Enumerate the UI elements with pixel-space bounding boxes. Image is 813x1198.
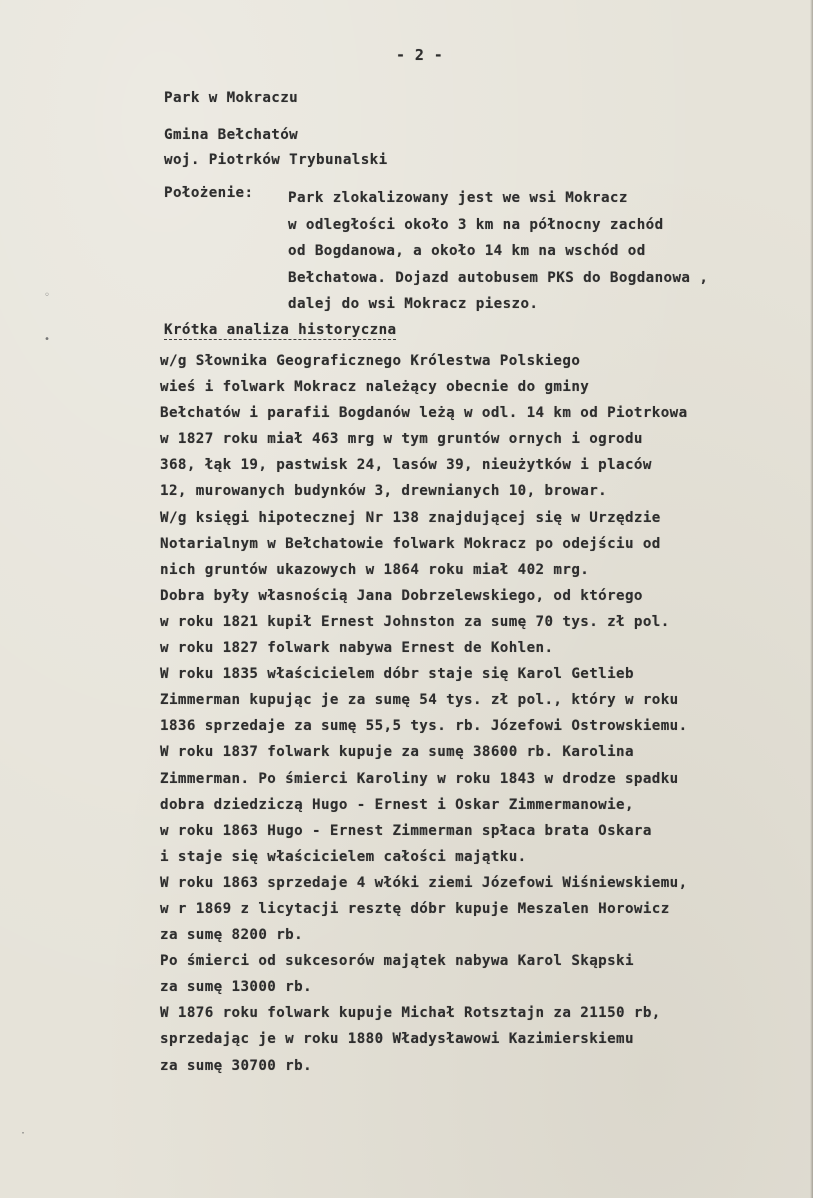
location-line: dalej do wsi Mokracz pieszo. [288,296,539,313]
admin-line-gmina: Gmina Bełchatów [164,127,299,143]
history-line: 12, murowanych budynków 3, drewnianych 10, browar. [160,483,608,500]
administrative-info [164,123,388,173]
history-line: w 1827 roku miał 463 mrg w tym gruntów ornych i ogrodu [160,431,643,448]
history-line: za sumę 30700 rb. [160,1057,313,1074]
history-line: w r 1869 z licytacji resztę dóbr kupuje Meszalen Horowicz [160,900,670,917]
history-line: i staje się właścicielem całości majątku. [160,848,527,865]
history-line: W/g księgi hipotecznej Nr 138 znajdującej się w Urzędzie [160,509,661,526]
location-line: Bełchatowa. Dojazd autobusem PKS do Bogdanowa , [288,269,709,286]
location-line: od Bogdanowa, a około 14 km na wschód od [288,243,646,260]
history-line: W roku 1835 właścicielem dóbr staje się Karol Getlieb [160,666,634,683]
history-line: w roku 1863 Hugo - Ernest Zimmerman spłaca brata Oskara [160,822,652,839]
history-line: Zimmerman. Po śmierci Karoliny w roku 1843 w drodze spadku [160,770,679,787]
history-line: 1836 sprzedaje za sumę 55,5 tys. rb. Józefowi Ostrowskiemu. [160,718,688,735]
history-line: Notarialnym w Bełchatowie folwark Mokracz po odejściu od [160,535,661,552]
location-label: Położenie: [164,185,254,201]
document-title: Park w Mokraczu [164,90,299,106]
page-number: - 2 - [396,46,444,64]
history-line: 368, łąk 19, pastwisk 24, lasów 39, nieużytków i placów [160,457,652,474]
history-line: za sumę 13000 rb. [160,979,313,996]
history-line: sprzedając je w roku 1880 Władysławowi Kazimierskiemu [160,1031,634,1048]
history-line: wieś i folwark Mokracz należący obecnie do gminy [160,379,590,396]
location-line: w odległości około 3 km na północny zachód [288,216,664,233]
history-line: za sumę 8200 rb. [160,927,304,944]
history-text [160,348,688,1079]
history-line: Zimmerman kupując je za sumę 54 tys. zł pol., który w roku [160,692,679,709]
history-line: w roku 1821 kupił Ernest Johnston za sumę 70 tys. zł pol. [160,613,670,630]
history-heading: Krótka analiza historyczna [164,322,397,338]
history-line: W roku 1863 sprzedaje 4 włóki ziemi Józefowi Wiśniewskiemu, [160,874,688,891]
history-line: W roku 1837 folwark kupuje za sumę 38600 rb. Karolina [160,744,634,761]
history-line: dobra dziedziczą Hugo - Ernest i Oskar Zimmermanowie, [160,796,634,813]
history-line: W 1876 roku folwark kupuje Michał Rotsztajn za 21150 rb, [160,1005,661,1022]
history-line: nich gruntów ukazowych w 1864 roku miał 402 mrg. [160,561,590,578]
margin-dot: • [44,334,51,345]
history-line: Dobra były własnością Jana Dobrzelewskiego, od którego [160,587,643,604]
location-line: Park zlokalizowany jest we wsi Mokracz [288,190,628,206]
margin-dot: ◦ [44,290,51,301]
margin-dot: · [20,1128,27,1139]
location-text [288,185,708,318]
history-line: w roku 1827 folwark nabywa Ernest de Kohlen. [160,640,554,657]
admin-line-voivodeship: woj. Piotrków Trybunalski [164,152,388,168]
history-line: Bełchatów i parafii Bogdanów leżą w odl. 14 km od Piotrkowa [160,405,688,422]
history-line: Po śmierci od sukcesorów majątek nabywa Karol Skąpski [160,953,634,970]
history-line: w/g Słownika Geograficznego Królestwa Polskiego [160,353,581,369]
